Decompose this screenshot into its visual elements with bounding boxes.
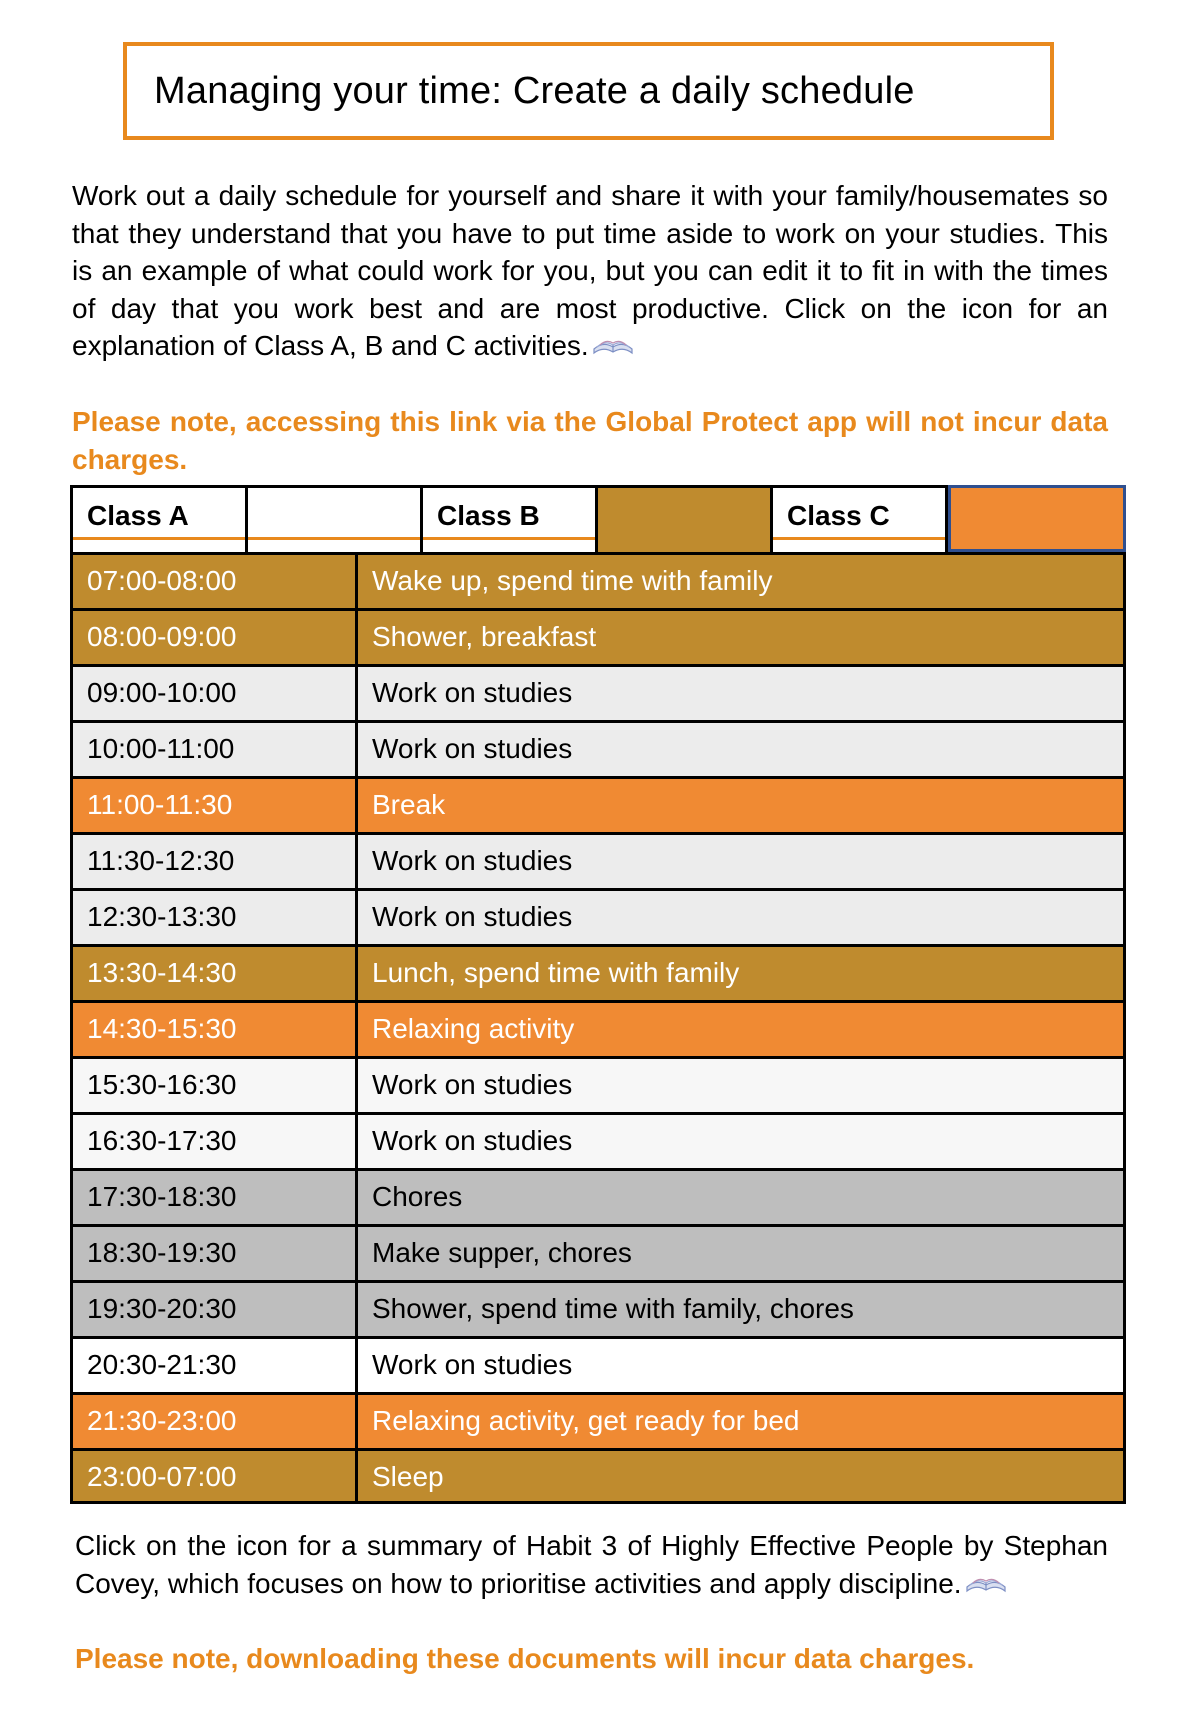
book-icon[interactable] (591, 329, 635, 351)
schedule-time: 08:00-09:00 (73, 611, 358, 664)
outro-text: Click on the icon for a summary of Habit 3 of Highly Effective People by Stephan Covey, which focuses on how to prioritise activities and apply discipline. (75, 1530, 1108, 1599)
schedule-activity: Work on studies (372, 1069, 573, 1100)
legend-class-c-label-cell (773, 488, 948, 552)
schedule-row (73, 1168, 1126, 1224)
schedule-time: 18:30-19:30 (73, 1227, 358, 1280)
schedule-activity: Relaxing activity, get ready for bed (372, 1405, 800, 1436)
schedule-time: 20:30-21:30 (73, 1339, 358, 1392)
schedule-activity: Break (372, 789, 446, 820)
schedule-row (73, 1392, 1126, 1448)
data-charges-note-link: Please note, accessing this link via the Global Protect app will not incur data charges. (72, 406, 1108, 475)
legend-class-b-label-cell (423, 488, 598, 552)
schedule-activity: Wake up, spend time with family (372, 565, 773, 596)
schedule-activity: Work on studies (372, 677, 573, 708)
schedule-time: 09:00-10:00 (73, 667, 358, 720)
schedule-activity: Sleep (372, 1461, 444, 1492)
download-charges-note: Please note, downloading these documents will incur data charges. (75, 1643, 975, 1674)
legend-class-a-swatch (248, 488, 423, 552)
legend-class-a-label-cell (73, 488, 248, 552)
page-title: Managing your time: Create a daily schedule (154, 69, 915, 112)
schedule-activity: Relaxing activity (372, 1013, 575, 1044)
schedule-row (73, 1000, 1126, 1056)
outro-paragraph (75, 1527, 1108, 1602)
schedule-activity: Make supper, chores (372, 1237, 632, 1268)
schedule-row (73, 720, 1126, 776)
schedule-activity: Work on studies (372, 845, 573, 876)
schedule-row (73, 1448, 1126, 1504)
intro-text: Work out a daily schedule for yourself and share it with your family/housemates so that they understand that you have to put time aside to work on your studies. This is an example of what could work for you, but you can edit it to fit in with the times of day that you work best and are most productive. Click on the icon for an explanation of Class A, B and C activities. (72, 180, 1108, 361)
schedule-time: 16:30-17:30 (73, 1115, 358, 1168)
schedule-time: 17:30-18:30 (73, 1171, 358, 1224)
legend-class-b-label: Class B (423, 488, 595, 540)
schedule-row (73, 776, 1126, 832)
legend-class-c-label: Class C (773, 488, 945, 540)
schedule-row (73, 888, 1126, 944)
schedule-row (73, 608, 1126, 664)
intro-paragraph (72, 177, 1108, 365)
schedule-time: 11:30-12:30 (73, 835, 358, 888)
book-icon[interactable] (964, 1567, 1008, 1589)
schedule-time: 15:30-16:30 (73, 1059, 358, 1112)
schedule-row (73, 1280, 1126, 1336)
schedule-time: 07:00-08:00 (73, 555, 358, 608)
schedule-row (73, 1224, 1126, 1280)
schedule-time: 19:30-20:30 (73, 1283, 358, 1336)
schedule-activity: Shower, spend time with family, chores (372, 1293, 854, 1324)
schedule-row (73, 664, 1126, 720)
schedule-time: 12:30-13:30 (73, 891, 358, 944)
schedule-table (70, 552, 1126, 1504)
schedule-row (73, 1112, 1126, 1168)
schedule-row (73, 552, 1126, 608)
schedule-time: 13:30-14:30 (73, 947, 358, 1000)
schedule-time: 14:30-15:30 (73, 1003, 358, 1056)
schedule-row (73, 1336, 1126, 1392)
schedule-activity: Work on studies (372, 1125, 573, 1156)
schedule-activity: Work on studies (372, 733, 573, 764)
schedule-row (73, 832, 1126, 888)
schedule-time: 10:00-11:00 (73, 723, 358, 776)
schedule-activity: Chores (372, 1181, 463, 1212)
schedule-row (73, 944, 1126, 1000)
schedule-activity: Work on studies (372, 1349, 573, 1380)
schedule-activity: Shower, breakfast (372, 621, 597, 652)
legend-class-c-swatch (948, 485, 1126, 552)
class-legend (70, 485, 1126, 552)
title-box (123, 42, 1054, 140)
schedule-row (73, 1056, 1126, 1112)
schedule-time: 21:30-23:00 (73, 1395, 358, 1448)
schedule-activity: Lunch, spend time with family (372, 957, 740, 988)
schedule-time: 23:00-07:00 (73, 1451, 358, 1501)
schedule-activity: Work on studies (372, 901, 573, 932)
legend-class-b-swatch (598, 488, 773, 552)
legend-class-a-label: Class A (73, 488, 245, 540)
class-a-color-swatch (248, 488, 420, 540)
schedule-time: 11:00-11:30 (73, 779, 358, 832)
